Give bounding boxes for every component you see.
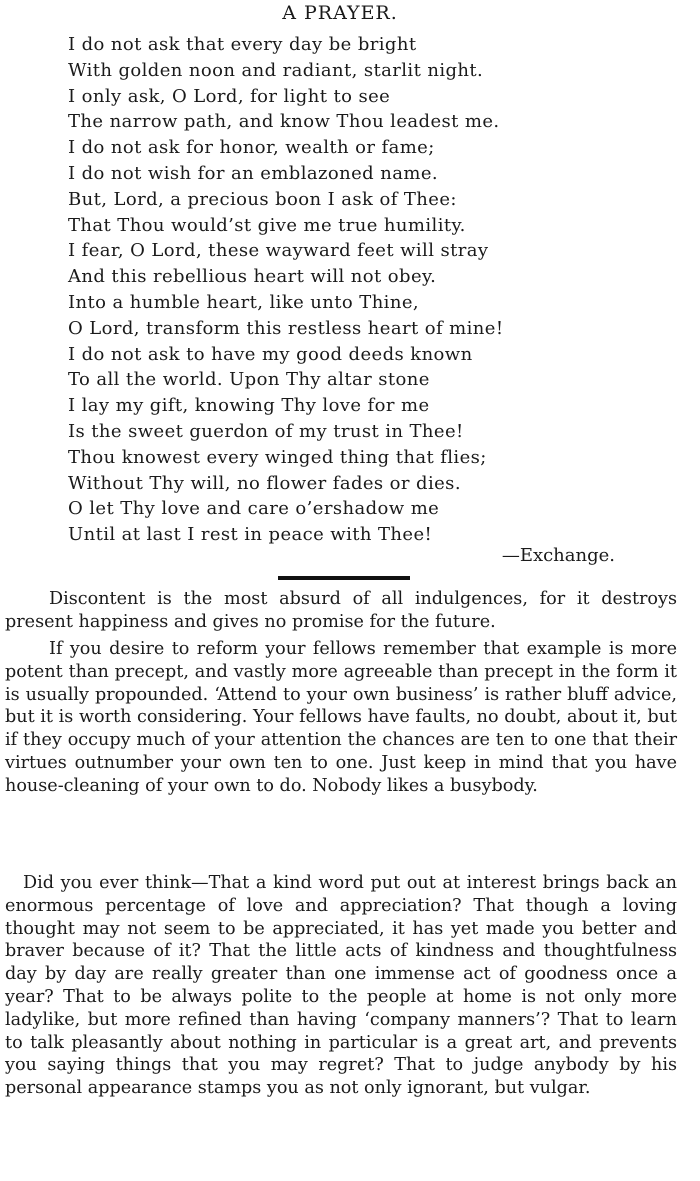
poem-line: I lay my gift, knowing Thy love for me xyxy=(68,395,430,417)
section-divider xyxy=(278,576,410,580)
poem-line: Without Thy will, no flower fades or dies. xyxy=(68,472,461,494)
poem-line: I fear, O Lord, these wayward feet will stray xyxy=(68,240,489,262)
poem-line: Until at last I rest in peace with Thee! xyxy=(68,524,433,546)
paragraph-reform: If you desire to reform your fellows remember that example is more potent than precept, and vastly more agreeable than precept in the form it is usually propounded. ‘Attend to your own business’ is rather bluff advice, but it is worth considering. Your fellows have faults, no doubt, about it, but if they occupy much of your attention the chances are ten to one that their virtues outnumber your own ten to one. Just keep in mind that you have house-cleaning of your own to do. Nobody likes a busybody. xyxy=(5,639,677,796)
paragraph-did-you-ever-think: Did you ever think—That a kind word put out at interest brings back an enormous percentage of love and appreciation? That though a loving thought may not seem to be appreciated, it has yet made you better and braver because of it? That the little acts of kindness and thoughtfulness day by day are really greater than one immense act of goodness once a year? That to be always polite to the people at home is not only more ladylike, but more refined than having ‘company manners’? That to learn to talk pleasantly about nothing in particular is a great art, and prevents you saying things that you may regret? That to judge anybody by his personal appearance stamps you as not only ignorant, but vulgar. xyxy=(5,873,677,1099)
poem-line: But, Lord, a precious boon I ask of Thee: xyxy=(68,188,457,210)
poem-line: I do not ask to have my good deeds known xyxy=(68,343,473,365)
poem-body xyxy=(68,32,628,548)
paragraph-discontent: Discontent is the most absurd of all indulgences, for it destroys present happiness and gives no promise for the future. xyxy=(5,589,677,632)
poem-title: A PRAYER. xyxy=(282,2,398,24)
poem-line: Into a humble heart, like unto Thine, xyxy=(68,291,420,313)
poem-line: O let Thy love and care o’ershadow me xyxy=(68,498,440,520)
poem-credit: —Exchange. xyxy=(501,545,615,566)
poem-line: With golden noon and radiant, starlit night. xyxy=(68,59,484,81)
poem-line: O Lord, transform this restless heart of mine! xyxy=(68,317,504,339)
poem-line: I do not ask that every day be bright xyxy=(68,34,417,55)
poem-line: And this rebellious heart will not obey. xyxy=(68,266,437,288)
poem-line: Is the sweet guerdon of my trust in Thee! xyxy=(68,420,464,442)
poem-line: I do not ask for honor, wealth or fame; xyxy=(68,137,435,159)
poem-line: To all the world. Upon Thy altar stone xyxy=(68,369,430,391)
poem-line: I do not wish for an emblazoned name. xyxy=(68,162,438,184)
poem-line: Thou knowest every winged thing that flies; xyxy=(68,446,487,468)
poem-line: The narrow path, and know Thou leadest me. xyxy=(68,111,500,133)
poem-line: That Thou would’st give me true humility. xyxy=(68,214,466,236)
poem-line: I only ask, O Lord, for light to see xyxy=(68,85,391,107)
